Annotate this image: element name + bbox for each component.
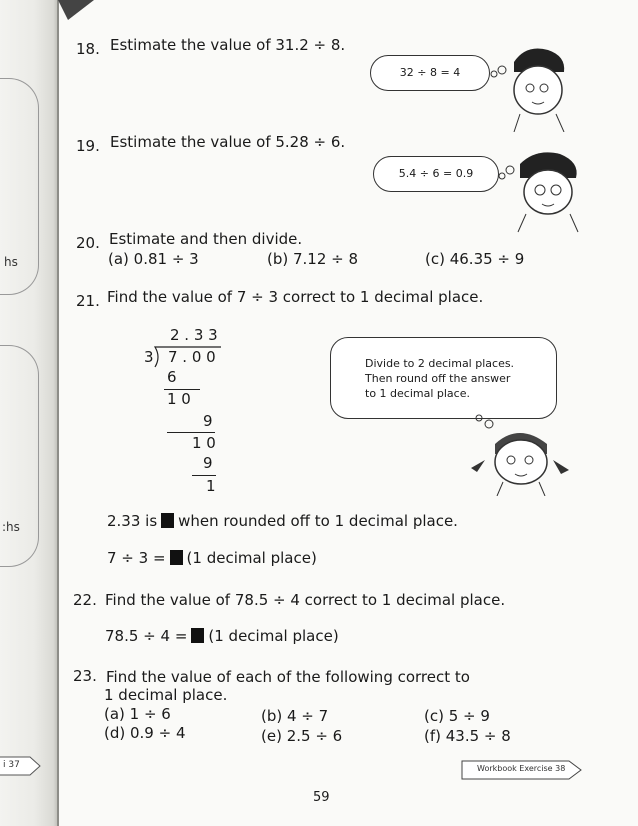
q23-part-f: (f) 43.5 ÷ 8 xyxy=(424,727,511,745)
q22-line-start: 78.5 ÷ 4 = xyxy=(105,627,188,645)
q20-part-b: (b) 7.12 ÷ 8 xyxy=(267,250,359,268)
q18-number: 18. xyxy=(76,40,100,58)
division-remainder: 1 xyxy=(206,477,216,495)
q23-part-a: (a) 1 ÷ 6 xyxy=(104,705,171,723)
answer-blank-box xyxy=(161,513,174,528)
q21-number: 21. xyxy=(76,292,100,310)
q20-part-c: (c) 46.35 ÷ 9 xyxy=(425,250,525,268)
q23-part-b: (b) 4 ÷ 7 xyxy=(261,707,329,725)
division-rule-3 xyxy=(192,475,216,476)
division-step-2: 1 0 xyxy=(167,390,191,408)
q19-text: Estimate the value of 5.28 ÷ 6. xyxy=(110,133,346,151)
workbook-exercise-label: Workbook Exercise 38 xyxy=(477,764,566,773)
q21-text: Find the value of 7 ÷ 3 correct to 1 decimal place. xyxy=(107,288,484,306)
division-quotient: 2 . 3 3 xyxy=(170,326,218,344)
page-number: 59 xyxy=(313,790,330,805)
q20-number: 20. xyxy=(76,234,100,252)
q22-number: 22. xyxy=(73,591,97,609)
q23-part-d: (d) 0.9 ÷ 4 xyxy=(104,724,186,742)
q18-text: Estimate the value of 31.2 ÷ 8. xyxy=(110,36,346,54)
division-rule-2 xyxy=(167,432,215,433)
q22-line-end: (1 decimal place) xyxy=(208,627,339,645)
q23-part-e: (e) 2.5 ÷ 6 xyxy=(261,727,343,745)
q21-rounded-line xyxy=(107,512,458,530)
q19-number: 19. xyxy=(76,137,100,155)
page-corner-shadow xyxy=(58,0,148,22)
q23-part-c: (c) 5 ÷ 9 xyxy=(424,707,490,725)
q21-line2-end: (1 decimal place) xyxy=(186,549,317,567)
gutter-text-1: hs xyxy=(4,255,18,269)
gutter-text-3: i 37 xyxy=(3,760,20,770)
q20-text: Estimate and then divide. xyxy=(109,230,303,248)
bubble-line-2: Then round off the answer xyxy=(365,372,511,385)
q22-answer-line xyxy=(105,627,339,645)
q23-text-line-1: Find the value of each of the following correct to xyxy=(106,668,470,686)
division-step-4: 1 0 xyxy=(192,434,216,452)
bubble-line-3: to 1 decimal place. xyxy=(365,387,470,400)
division-step-1: 6 xyxy=(167,368,177,386)
girl-cartoon-icon xyxy=(465,414,575,496)
division-divisor: 3 xyxy=(144,348,154,366)
q21-line2-start: 7 ÷ 3 = xyxy=(107,549,166,567)
division-step-3: 9 xyxy=(203,412,213,430)
q21-thought-bubble xyxy=(330,337,557,419)
boy-cartoon-icon xyxy=(486,42,576,132)
q21-answer-line xyxy=(107,549,317,567)
answer-blank-box xyxy=(191,628,204,643)
division-dividend: 7 . 0 0 xyxy=(168,348,216,366)
division-step-5: 9 xyxy=(203,454,213,472)
q20-part-a: (a) 0.81 ÷ 3 xyxy=(108,250,199,268)
q23-number: 23. xyxy=(73,667,97,685)
q23-text-line-2: 1 decimal place. xyxy=(104,686,228,704)
boy-with-glasses-cartoon-icon xyxy=(496,148,586,233)
binding-line xyxy=(57,0,59,826)
bubble-line-1: Divide to 2 decimal places. xyxy=(365,357,515,370)
q18-thought-bubble: 32 ÷ 8 = 4 xyxy=(370,55,490,91)
answer-blank-box xyxy=(170,550,183,565)
gutter-text-2: :hs xyxy=(2,520,20,534)
q21-line1-start: 2.33 is xyxy=(107,512,158,530)
q21-line1-end: when rounded off to 1 decimal place. xyxy=(178,512,458,530)
q19-thought-bubble: 5.4 ÷ 6 = 0.9 xyxy=(373,156,499,192)
q22-text: Find the value of 78.5 ÷ 4 correct to 1 decimal place. xyxy=(105,591,506,609)
